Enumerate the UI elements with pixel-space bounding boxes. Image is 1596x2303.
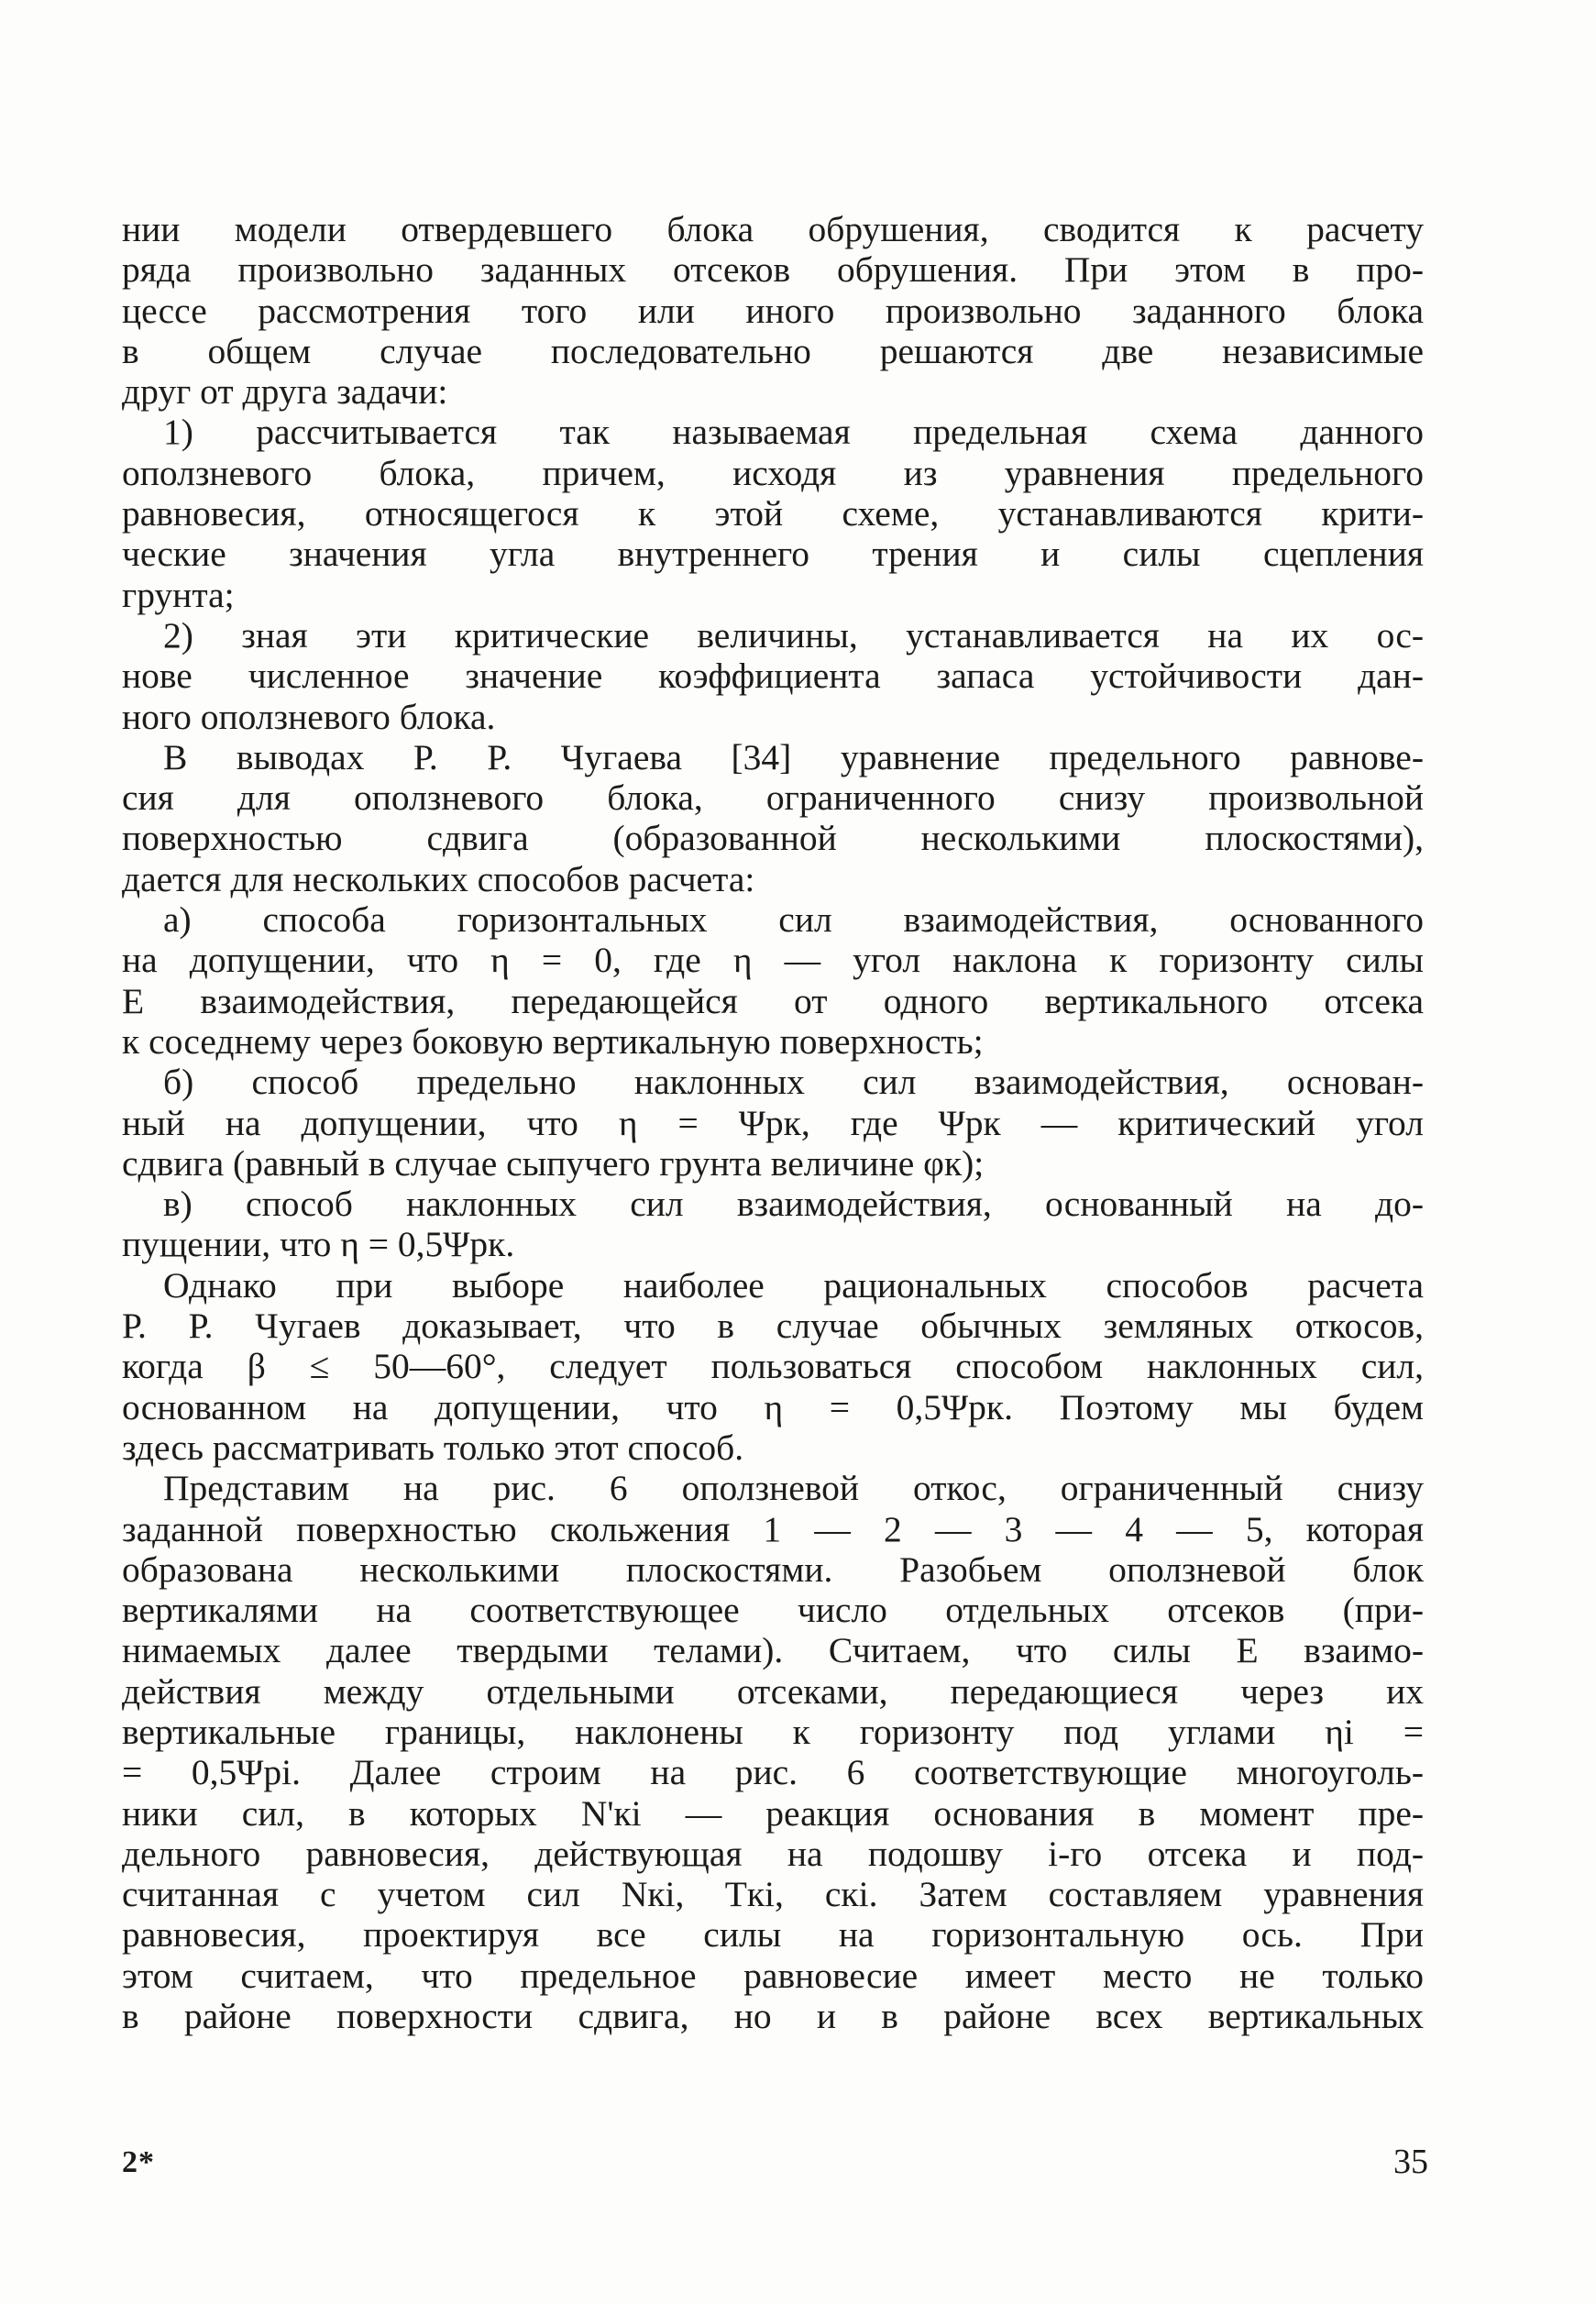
- text-line: 2) зная эти критические величины, устанавливается на их ос-: [163, 614, 1424, 656]
- text-line: Р. Р. Чугаев доказывает, что в случае обычных земляных откосов,: [122, 1306, 1424, 1347]
- text-line: в) способ наклонных сил взаимодействия, основанный на до-: [163, 1184, 1424, 1225]
- text-line: образована несколькими плоскостями. Разобьем оползневой блок: [122, 1548, 1424, 1590]
- text-line: действия между отдельными отсеками, передающиеся через их: [122, 1670, 1424, 1712]
- text-line: ного оползневого блока.: [122, 696, 496, 737]
- text-line: оползневого блока, причем, исходя из уравнения предельного: [122, 452, 1424, 493]
- text-line: E взаимодействия, передающейся от одного вертикального отсека: [122, 980, 1424, 1021]
- text-line: сдвига (равный в случае сыпучего грунта величине φк);: [122, 1142, 985, 1184]
- text-line: когда β ≤ 50—60°, следует пользоваться способом наклонных сил,: [122, 1346, 1424, 1387]
- body-text: [122, 209, 1424, 2036]
- text-line: ческие значения угла внутреннего трения и силы сцепления: [122, 534, 1424, 575]
- text-line: считанная с учетом сил Nкi, Tкi, cкi. Затем составляем уравнения: [122, 1874, 1424, 1915]
- text-line: = 0,5Ψрi. Далее строим на рис. 6 соответствующие многоуголь-: [122, 1752, 1424, 1793]
- text-line: заданной поверхностью скольжения 1 — 2 — 3 — 4 — 5, которая: [122, 1508, 1424, 1549]
- text-line: в районе поверхности сдвига, но и в районе всех вертикальных: [122, 1996, 1424, 2037]
- text-line: к соседнему через боковую вертикальную поверхность;: [122, 1020, 984, 1062]
- text-line: ряда произвольно заданных отсеков обрушения. При этом в про-: [122, 249, 1424, 291]
- page-number: 35: [1393, 2143, 1428, 2181]
- text-line: равновесия, относящегося к этой схеме, устанавливаются крити-: [122, 493, 1424, 534]
- text-line: нии модели отвердевшего блока обрушения, сводится к расчету: [122, 209, 1424, 249]
- text-line: В выводах Р. Р. Чугаева [34] уравнение предельного равнове-: [163, 736, 1424, 777]
- text-line: вертикалями на соответствующее число отдельных отсеков (при-: [122, 1590, 1424, 1631]
- text-line: б) способ предельно наклонных сил взаимодействия, основан-: [163, 1062, 1424, 1103]
- text-line: поверхностью сдвига (образованной несколькими плоскостями),: [122, 818, 1424, 859]
- text-line: здесь рассматривать только этот способ.: [122, 1427, 744, 1468]
- text-line: грунта;: [122, 574, 235, 615]
- text-line: цессе рассмотрения того или иного произвольно заданного блока: [122, 290, 1424, 331]
- text-line: нимаемых далее твердыми телами). Считаем, что силы E взаимо-: [122, 1630, 1424, 1671]
- text-line: равновесия, проектируя все силы на горизонтальную ось. При: [122, 1914, 1424, 1956]
- text-line: дельного равновесия, действующая на подошву i-го отсека и под-: [122, 1833, 1424, 1874]
- text-line: сия для оползневого блока, ограниченного снизу произвольной: [122, 777, 1424, 819]
- text-line: в общем случае последовательно решаются две независимые: [122, 330, 1424, 371]
- text-line: нове численное значение коэффициента запаса устойчивости дан-: [122, 656, 1424, 697]
- text-line: Представим на рис. 6 оползневой откос, ограниченный снизу: [163, 1468, 1424, 1509]
- text-line: ный на допущении, что η = Ψрк, где Ψрк — критический угол: [122, 1102, 1424, 1143]
- text-line: друг от друга задачи:: [122, 371, 448, 413]
- text-line: а) способа горизонтальных сил взаимодействия, основанного: [163, 899, 1424, 941]
- text-line: этом считаем, что предельное равновесие имеет место не только: [122, 1955, 1424, 1996]
- text-line: основанном на допущении, что η = 0,5Ψрк. Поэтому мы будем: [122, 1386, 1424, 1427]
- text-line: 1) рассчитывается так называемая предельная схема данного: [163, 412, 1424, 453]
- text-line: Однако при выборе наиболее рациональных способов расчета: [163, 1264, 1424, 1306]
- text-line: пущении, что η = 0,5Ψрк.: [122, 1224, 515, 1265]
- text-line: вертикальные границы, наклонены к горизонту под углами ηi =: [122, 1711, 1424, 1752]
- text-line: ники сил, в которых N'кi — реакция основания в момент пре-: [122, 1792, 1424, 1834]
- text-line: дается для нескольких способов расчета:: [122, 858, 755, 899]
- printer-signature-mark: 2*: [122, 2145, 155, 2179]
- text-line: на допущении, что η = 0, где η — угол наклона к горизонту силы: [122, 940, 1424, 981]
